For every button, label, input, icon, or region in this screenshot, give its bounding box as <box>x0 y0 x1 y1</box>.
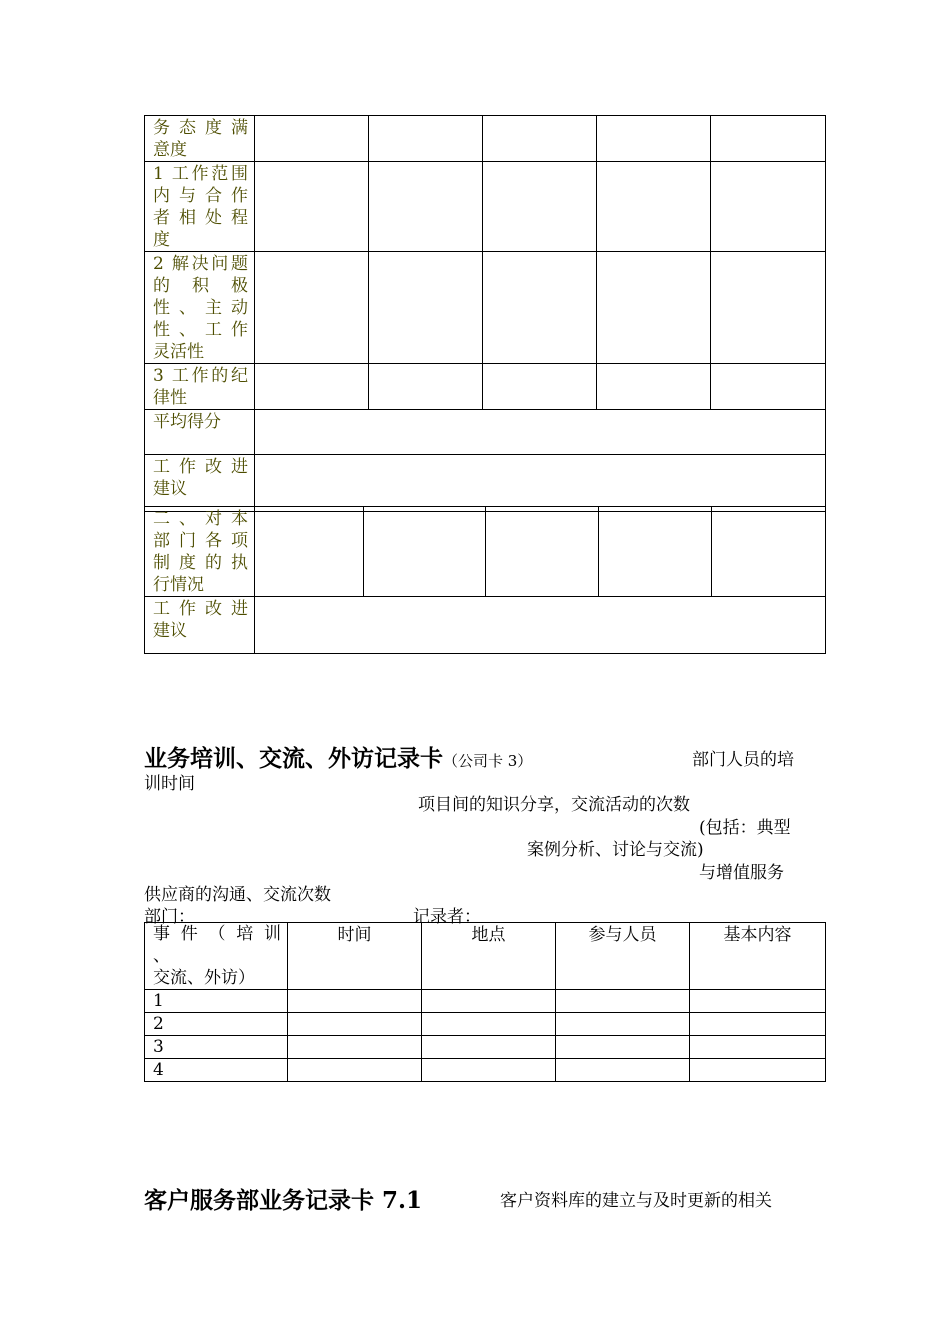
table-cell[interactable] <box>483 116 597 162</box>
table-cell[interactable] <box>690 1036 826 1059</box>
table-row <box>145 1013 826 1036</box>
table-cell[interactable] <box>288 1059 422 1082</box>
table-cell[interactable] <box>369 116 483 162</box>
table-cell[interactable] <box>255 116 369 162</box>
table-cell[interactable] <box>483 252 597 364</box>
row-label: 工 作 改 进 建议 <box>145 597 255 654</box>
table-row <box>145 597 826 654</box>
section-note: 部门人员的培 <box>692 750 794 770</box>
average-score-cell[interactable] <box>255 410 826 455</box>
table-header-row <box>145 923 826 990</box>
table-cell[interactable] <box>556 990 690 1013</box>
row-label: 二 、 对 本 部 门 各 项 制 度 的 执 行情况 <box>145 507 255 597</box>
column-header-event: 事 件 （ 培 训 、 交流、外访） <box>145 923 288 990</box>
table-row <box>145 252 826 364</box>
table-cell[interactable] <box>711 252 826 364</box>
row-label: 1 工作范围 内 与 合 作 者 相 处 程 度 <box>145 162 255 252</box>
table-cell[interactable] <box>711 116 826 162</box>
section-note: 案例分析、讨论与交流) <box>527 840 704 860</box>
table-row <box>145 162 826 252</box>
table-row <box>145 116 826 162</box>
table-cell[interactable] <box>599 507 712 597</box>
table-cell[interactable] <box>597 116 711 162</box>
table-cell[interactable] <box>422 1013 556 1036</box>
table-row <box>145 1036 826 1059</box>
section-note: 项目间的知识分享，交流活动的次数 <box>418 795 690 815</box>
table-cell[interactable] <box>556 1036 690 1059</box>
row-label: 平均得分 <box>145 410 255 455</box>
row-label: 工 作 改 进 建议 <box>145 455 255 512</box>
row-number: 2 <box>145 1013 288 1036</box>
table-cell[interactable] <box>255 364 369 410</box>
table-row <box>145 455 826 512</box>
table-cell[interactable] <box>255 162 369 252</box>
row-label: 务 态 度 满 意度 <box>145 116 255 162</box>
table-row <box>145 1059 826 1082</box>
column-header-participants: 参与人员 <box>556 923 690 990</box>
improvement-suggestion-cell[interactable] <box>255 455 826 512</box>
table-cell[interactable] <box>597 364 711 410</box>
table-cell[interactable] <box>556 1059 690 1082</box>
table-cell[interactable] <box>711 364 826 410</box>
table-cell[interactable] <box>712 507 826 597</box>
table-row <box>145 410 826 455</box>
column-header-content: 基本内容 <box>690 923 826 990</box>
table-cell[interactable] <box>690 1059 826 1082</box>
evaluation-table-department <box>144 506 826 654</box>
table-row <box>145 990 826 1013</box>
table-cell[interactable] <box>255 252 369 364</box>
row-label: 2 解决问题 的 积 极 性 、 主 动 性 、 工 作 灵活性 <box>145 252 255 364</box>
row-label: 3 工作的纪 律性 <box>145 364 255 410</box>
section-note: 供应商的沟通、交流次数 <box>144 885 331 905</box>
table-cell[interactable] <box>369 364 483 410</box>
table-cell[interactable] <box>483 162 597 252</box>
table-row <box>145 364 826 410</box>
section-title: 业务培训、交流、外访记录卡（公司卡 3） <box>144 745 533 772</box>
record-table <box>144 922 826 1082</box>
column-header-time: 时间 <box>288 923 422 990</box>
row-number: 4 <box>145 1059 288 1082</box>
table-cell[interactable] <box>422 990 556 1013</box>
table-cell[interactable] <box>369 252 483 364</box>
table-cell[interactable] <box>556 1013 690 1036</box>
table-cell[interactable] <box>486 507 599 597</box>
table-cell[interactable] <box>690 990 826 1013</box>
improvement-suggestion-cell[interactable] <box>255 597 826 654</box>
table-cell[interactable] <box>711 162 826 252</box>
table-cell[interactable] <box>288 1013 422 1036</box>
row-number: 1 <box>145 990 288 1013</box>
section-note: 客户资料库的建立与及时更新的相关 <box>500 1191 772 1211</box>
department-label: 部门： <box>144 907 195 927</box>
table-cell[interactable] <box>288 1036 422 1059</box>
evaluation-table <box>144 115 826 512</box>
table-cell[interactable] <box>422 1036 556 1059</box>
section-note: 与增值服务 <box>699 863 784 883</box>
table-cell[interactable] <box>422 1059 556 1082</box>
table-cell[interactable] <box>288 990 422 1013</box>
section-title: 客户服务部业务记录卡 7.1 <box>144 1187 423 1214</box>
recorder-label: 记录者： <box>413 907 481 927</box>
row-number: 3 <box>145 1036 288 1059</box>
column-header-location: 地点 <box>422 923 556 990</box>
table-cell[interactable] <box>690 1013 826 1036</box>
table-cell[interactable] <box>369 162 483 252</box>
table-cell[interactable] <box>364 507 486 597</box>
table-row <box>145 507 826 597</box>
section-note: 训时间 <box>144 774 195 794</box>
table-cell[interactable] <box>483 364 597 410</box>
section-note: (包括：典型 <box>699 818 791 838</box>
table-cell[interactable] <box>255 507 364 597</box>
table-cell[interactable] <box>597 252 711 364</box>
table-cell[interactable] <box>597 162 711 252</box>
